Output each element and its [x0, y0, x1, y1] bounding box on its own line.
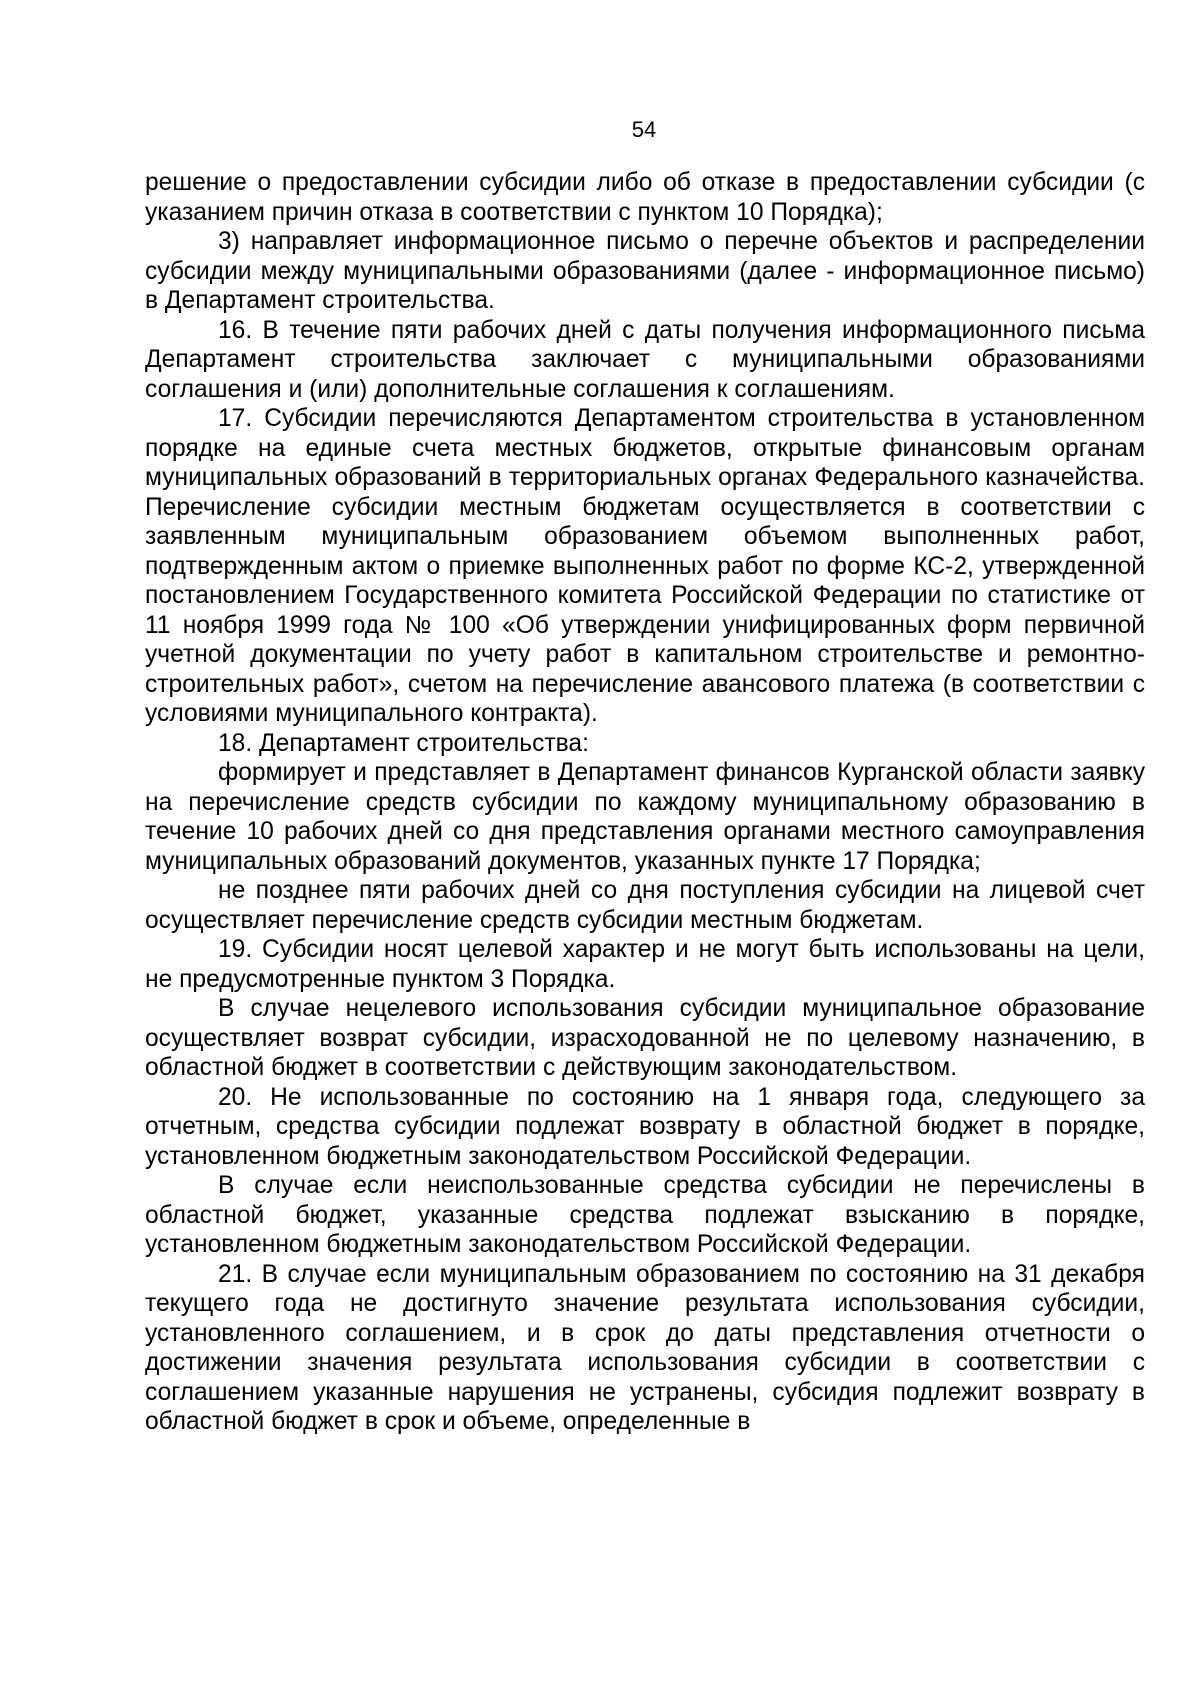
paragraph-19-misuse: В случае нецелевого использования субсидии муниципальное образование осуществляет возврат субсидии, израсходованной не по целевому назначению, в областной бюджет в соответствии с действующим законодательством. [145, 995, 1145, 1081]
paragraph-item-18: 18. Департамент строительства: [218, 729, 589, 757]
paragraph-item-17: 17. Субсидии перечисляются Департаментом строительства в установленном порядке на единые счета местных бюджетов, открытые финансовым органам муниципальных образований в территориальных органах Федерального казначейства. Перечисление субсидии местным бюджетам осуществляется в соответствии с заявленным муниципальным образованием объемом выполненных работ, подтвержденным актом о приемке выполненных работ по форме КС-2, утвержденной постановлением Государственного комитета Российской Федерации по статистике от 11 ноября 1999 года № 100 «Об утверждении унифицированных форм первичной учетной документации по учету работ в капитальном строительстве и ремонтно-строительных работ», счетом на перечисление авансового платежа (в соответствии с условиями муниципального контракта). [145, 405, 1145, 727]
page-number: 54 [631, 117, 657, 142]
paragraph-18-request: формирует и представляет в Департамент финансов Курганской области заявку на перечисление средств субсидии по каждому муниципальному образованию в течение 10 рабочих дней со дня представления органами местного самоуправления муниципальных образований документов, указанных пункте 17 Порядка; [145, 759, 1145, 875]
paragraph-item-21: 21. В случае если муниципальным образованием по состоянию на 31 декабря текущего года не достигнуто значение результата использования субсидии, установленного соглашением, и в срок до даты представления отчетности о достижении значения результата использования субсидии в соответствии с соглашением указанные нарушения не устранены, субсидия подлежит возврату в областной бюджет в срок и объеме, определенные в [145, 1260, 1145, 1435]
paragraph-item-3: 3) направляет информационное письмо о перечне объектов и распределении субсидии между муниципальными образованиями (далее - информационное письмо) в Департамент строительства. [145, 228, 1145, 314]
paragraph-item-16: 16. В течение пяти рабочих дней с даты получения информационного письма Департамент строительства заключает с муниципальными образованиями соглашения и (или) дополнительные соглашения к соглашениям. [145, 316, 1145, 403]
paragraph-item-20: 20. Не использованные по состоянию на 1 января года, следующего за отчетным, средства субсидии подлежат возврату в областной бюджет в порядке, установленном бюджетным законодательством Российской Федерации. [145, 1083, 1145, 1170]
paragraph-continuation: решение о предоставлении субсидии либо об отказе в предоставлении субсидии (с указанием причин отказа в соответствии с пунктом 10 Порядка); [145, 169, 1145, 226]
document-body [145, 168, 1145, 1437]
paragraph-item-19: 19. Субсидии носят целевой характер и не могут быть использованы на цели, не предусмотренные пунктом 3 Порядка. [145, 936, 1145, 993]
paragraph-18-transfer: не позднее пяти рабочих дней со дня поступления субсидии на лицевой счет осуществляет перечисление средств субсидии местным бюджетам. [145, 877, 1145, 934]
paragraph-20-recovery: В случае если неиспользованные средства субсидии не перечислены в областной бюджет, указанные средства подлежат взысканию в порядке, установленном бюджетным законодательством Российской Федерации. [145, 1172, 1145, 1258]
